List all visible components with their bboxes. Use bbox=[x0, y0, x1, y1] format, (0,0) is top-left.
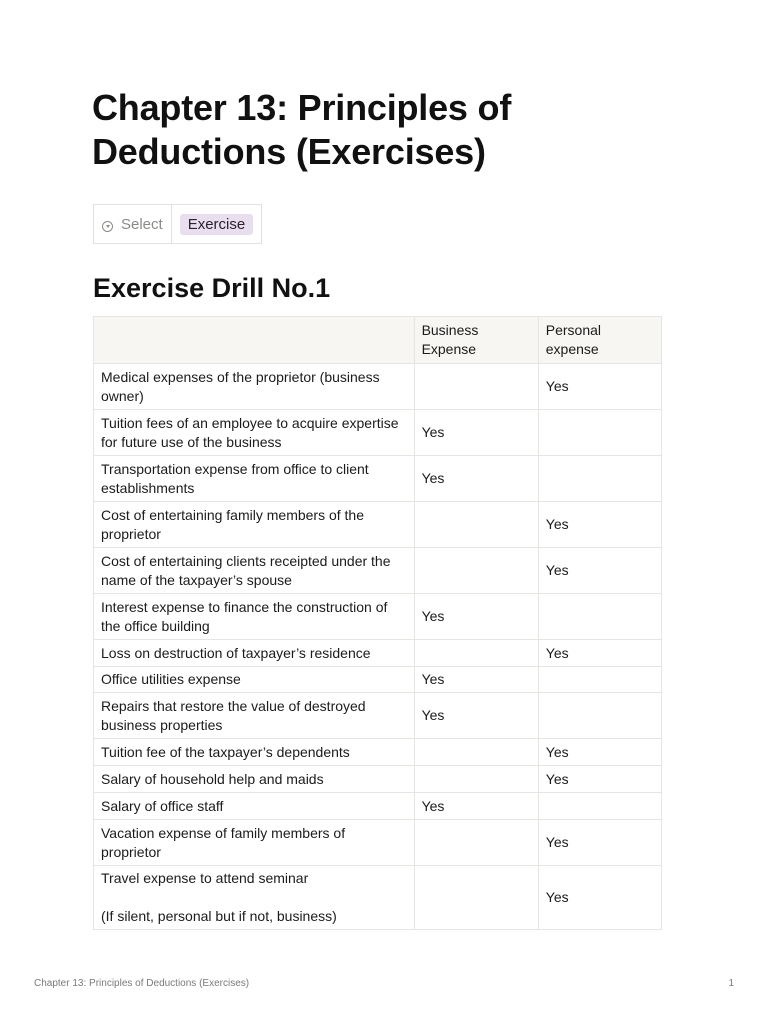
expense-item-text: Salary of office staff bbox=[101, 797, 224, 814]
business-expense-cell: Yes bbox=[414, 793, 538, 820]
expense-item-cell bbox=[94, 693, 415, 739]
page-title: Chapter 13: Principles of Deductions (Exercises) bbox=[92, 87, 512, 172]
table-row bbox=[94, 667, 662, 693]
business-expense-cell bbox=[414, 866, 538, 930]
header-business-expense: Business Expense bbox=[414, 317, 538, 364]
expense-item-cell bbox=[94, 667, 415, 693]
select-property-value-cell[interactable] bbox=[172, 205, 262, 243]
business-expense-cell: Yes bbox=[414, 456, 538, 502]
personal-expense-cell bbox=[538, 456, 661, 502]
expense-item-text: Travel expense to attend seminar bbox=[101, 870, 309, 886]
personal-expense-cell: Yes bbox=[538, 364, 661, 410]
table-row bbox=[94, 456, 662, 502]
expense-item-text: Cost of entertaining family members of the proprietor bbox=[101, 506, 365, 542]
table-row bbox=[94, 410, 662, 456]
section-heading: Exercise Drill No.1 bbox=[93, 273, 331, 303]
expense-item-text: Transportation expense from office to client establishments bbox=[101, 460, 369, 496]
table-row bbox=[94, 364, 662, 410]
business-expense-cell bbox=[414, 820, 538, 866]
business-expense-cell: Yes bbox=[414, 667, 538, 693]
personal-expense-cell: Yes bbox=[538, 502, 661, 548]
table-row bbox=[94, 502, 662, 548]
personal-expense-cell: Yes bbox=[538, 640, 661, 667]
personal-expense-cell: Yes bbox=[538, 820, 661, 866]
personal-expense-cell: Yes bbox=[538, 766, 661, 793]
table-row bbox=[94, 866, 662, 930]
personal-expense-cell: Yes bbox=[538, 866, 661, 930]
expense-item-text: Cost of entertaining clients receipted under the name of the taxpayer’s spouse bbox=[101, 552, 391, 588]
personal-expense-cell bbox=[538, 594, 661, 640]
table-row bbox=[94, 640, 662, 667]
business-expense-cell bbox=[414, 766, 538, 793]
business-expense-cell bbox=[414, 548, 538, 594]
exercise-drill-table bbox=[93, 316, 662, 930]
expense-item-cell bbox=[94, 456, 415, 502]
business-expense-cell bbox=[414, 640, 538, 667]
table-row bbox=[94, 793, 662, 820]
header-personal-expense: Personal expense bbox=[538, 317, 661, 364]
expense-item-text: Tuition fees of an employee to acquire expertise for future use of the business bbox=[101, 414, 399, 450]
table-row bbox=[94, 820, 662, 866]
expense-item-text: Interest expense to finance the construction of the office building bbox=[101, 598, 388, 634]
exercise-tag: Exercise bbox=[180, 214, 254, 235]
select-dropdown-icon bbox=[102, 221, 113, 232]
expense-item-text: Repairs that restore the value of destroyed business properties bbox=[101, 697, 366, 733]
expense-item-text: Vacation expense of family members of proprietor bbox=[101, 824, 346, 860]
personal-expense-cell: Yes bbox=[538, 548, 661, 594]
personal-expense-cell bbox=[538, 667, 661, 693]
business-expense-cell: Yes bbox=[414, 693, 538, 739]
table-row bbox=[94, 693, 662, 739]
business-expense-cell bbox=[414, 739, 538, 766]
personal-expense-cell bbox=[538, 693, 661, 739]
expense-item-text: Salary of household help and maids bbox=[101, 770, 324, 787]
expense-item-cell bbox=[94, 866, 415, 930]
expense-item-note: (If silent, personal but if not, business) bbox=[101, 908, 337, 924]
personal-expense-cell: Yes bbox=[538, 739, 661, 766]
personal-expense-cell bbox=[538, 793, 661, 820]
footer-title: Chapter 13: Principles of Deductions (Exercises) bbox=[34, 978, 250, 989]
table-row bbox=[94, 548, 662, 594]
personal-expense-cell bbox=[538, 410, 661, 456]
business-expense-cell: Yes bbox=[414, 594, 538, 640]
expense-item-text: Medical expenses of the proprietor (business owner) bbox=[101, 368, 380, 404]
expense-item-text: Loss on destruction of taxpayer’s residence bbox=[101, 644, 371, 661]
expense-item-cell bbox=[94, 410, 415, 456]
table-header-row bbox=[94, 317, 662, 364]
select-property-label-cell[interactable] bbox=[94, 205, 172, 243]
expense-item-cell bbox=[94, 820, 415, 866]
expense-item-cell bbox=[94, 548, 415, 594]
business-expense-cell bbox=[414, 364, 538, 410]
expense-item-cell bbox=[94, 793, 415, 820]
business-expense-cell: Yes bbox=[414, 410, 538, 456]
expense-item-text: Office utilities expense bbox=[101, 671, 241, 687]
expense-item-cell bbox=[94, 766, 415, 793]
expense-item-cell bbox=[94, 739, 415, 766]
table-row bbox=[94, 739, 662, 766]
expense-item-cell bbox=[94, 502, 415, 548]
expense-item-cell bbox=[94, 640, 415, 667]
header-item bbox=[94, 317, 415, 364]
select-property[interactable] bbox=[93, 204, 262, 244]
table-row bbox=[94, 594, 662, 640]
expense-item-cell bbox=[94, 594, 415, 640]
select-property-label: Select bbox=[121, 215, 163, 233]
expense-item-cell bbox=[94, 364, 415, 410]
table-row bbox=[94, 766, 662, 793]
expense-item-text: Tuition fee of the taxpayer’s dependents bbox=[101, 743, 350, 760]
business-expense-cell bbox=[414, 502, 538, 548]
page-number: 1 bbox=[728, 978, 734, 989]
